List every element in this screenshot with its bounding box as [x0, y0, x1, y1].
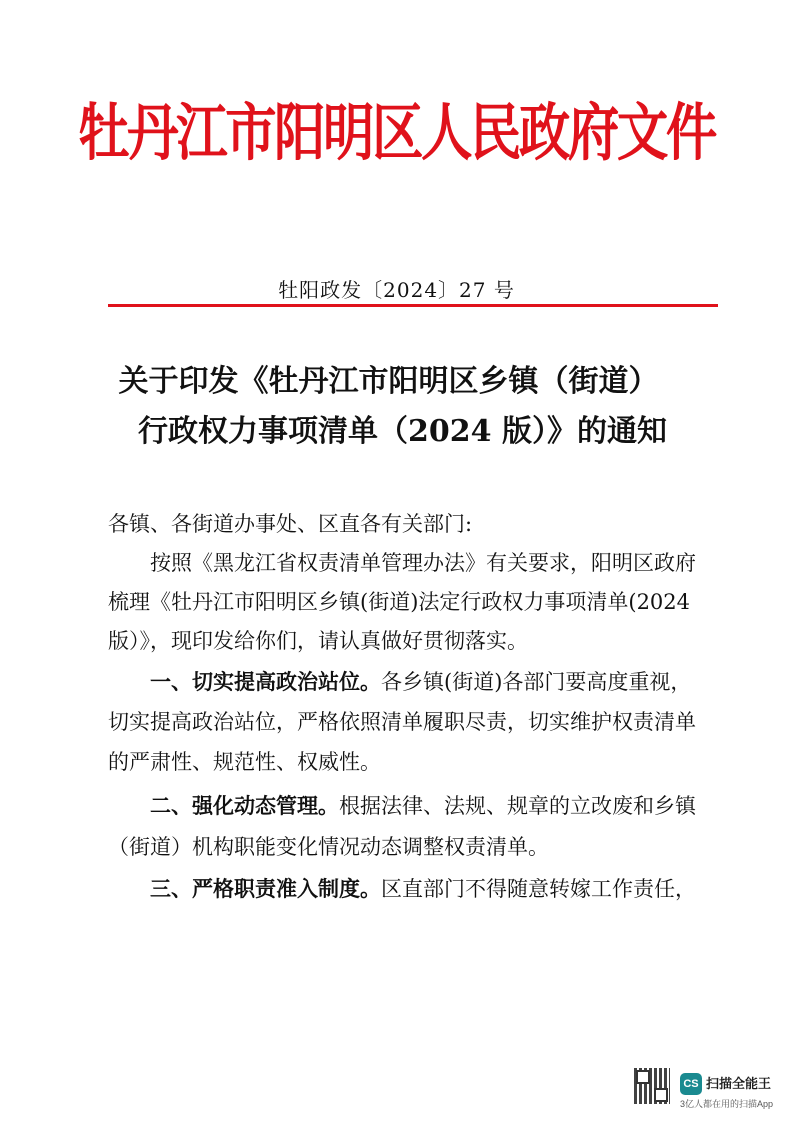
item-3-text: 区直部门不得随意转嫁工作责任， — [381, 877, 696, 901]
notice-title-line-2: 行政权力事项清单（2024 版）》的通知 — [138, 414, 667, 449]
intro-line-2: 梳理《牡丹江市阳明区乡镇(街道)法定行政权力事项清单(2024 — [108, 590, 691, 614]
intro-line-3: 版）》，现印发给你们，请认真做好贯彻落实。 — [108, 629, 528, 653]
camscanner-logo-icon: CS — [680, 1073, 702, 1095]
intro-line-1: 按照《黑龙江省权责清单管理办法》有关要求，阳明区政府 — [150, 551, 696, 575]
item-1-heading: 一、切实提高政治站位。 — [150, 669, 381, 694]
scanner-watermark — [634, 1068, 784, 1114]
notice-title-line-1: 关于印发《牡丹江市阳明区乡镇（街道） — [118, 364, 659, 399]
item-1-text: 各乡镇(街道)各部门要高度重视， — [381, 670, 692, 694]
item-2-line-2: （街道）机构职能变化情况动态调整权责清单。 — [108, 835, 549, 859]
qr-code-icon — [634, 1068, 670, 1104]
item-3-heading: 三、严格职责准入制度。 — [150, 876, 381, 901]
item-1-line-3: 的严肃性、规范性、权威性。 — [108, 750, 381, 774]
salutation: 各镇、各街道办事处、区直各有关部门: — [108, 512, 473, 536]
document-number: 牡阳政发〔2024〕27 号 — [278, 278, 515, 302]
item-2-line-1 — [150, 791, 790, 821]
scanner-tagline: 3亿人都在用的扫描App — [680, 1099, 774, 1109]
item-1-line-1 — [150, 667, 790, 697]
red-divider — [108, 304, 718, 307]
item-1-line-2: 切实提高政治站位，严格依照清单履职尽责，切实维护权责清单 — [108, 710, 696, 734]
item-2-heading: 二、强化动态管理。 — [150, 793, 339, 818]
item-2-text: 根据法律、法规、规章的立改废和乡镇 — [339, 794, 696, 818]
item-3-line-1 — [150, 874, 790, 904]
scanner-brand-name: 扫描全能王 — [706, 1076, 772, 1091]
issuer-title: 牡丹江市阳明区人民政府文件 — [78, 96, 715, 169]
